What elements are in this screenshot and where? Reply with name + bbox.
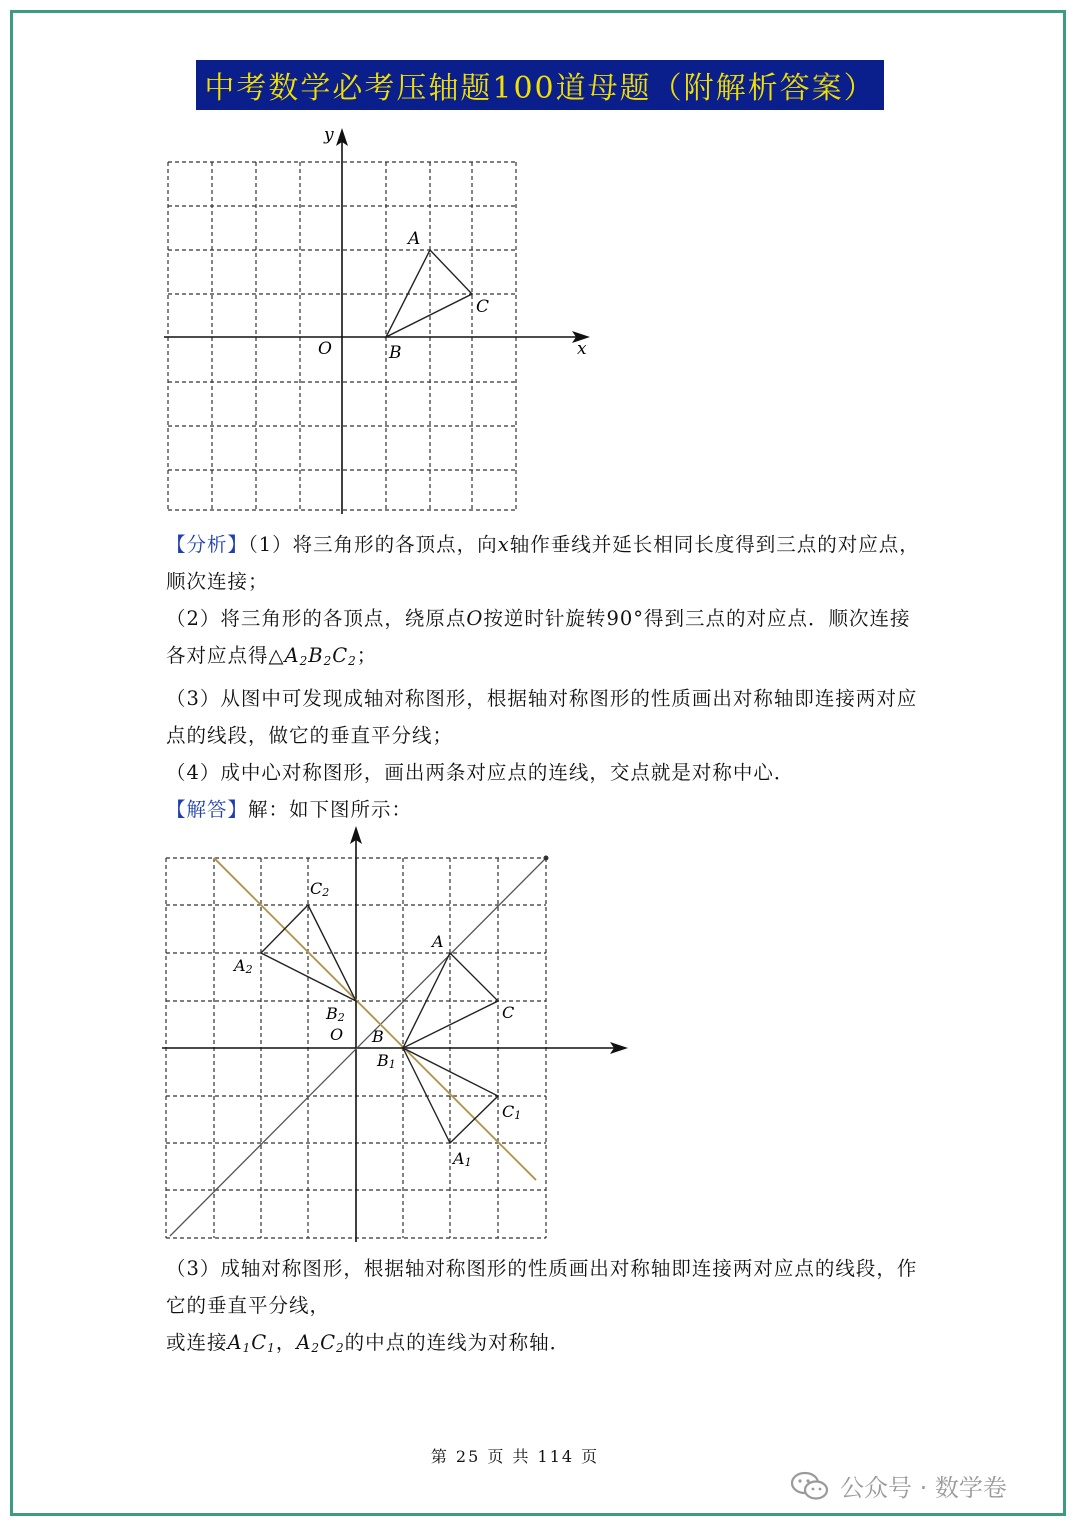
point-a-label: A — [408, 229, 421, 249]
analysis-step-4: （4）成中心对称图形，画出两条对应点的连线，交点就是对称中心． — [166, 761, 795, 784]
watermark-text: 公众号 · 数学卷 — [840, 1474, 1007, 1502]
label-c2: C2 — [310, 879, 330, 899]
conclusion-text: （3）成轴对称图形，根据轴对称图形的性质画出对称轴即连接两对应点的线段，作它的垂直平分线， — [166, 1257, 918, 1317]
diagonal-end-dot — [544, 856, 549, 861]
symmetry-axis-overlay — [214, 858, 536, 1180]
label-a: A — [432, 932, 444, 951]
answer-line: 【解答】解：如下图所示： — [166, 798, 413, 821]
analysis-tag: 【分析】 — [166, 533, 249, 556]
conclusion-alternative: 或连接$A_1C_1$，$A_2C_2$的中点的连线为对称轴． — [166, 1331, 571, 1355]
analysis-section — [166, 526, 926, 828]
label-b1: B1 — [377, 1051, 396, 1071]
watermark — [790, 1468, 1007, 1503]
page-title: 中考数学必考压轴题100道母题（附解析答案） — [196, 60, 884, 110]
label-b2: B2 — [326, 1004, 345, 1024]
point-c-label: C — [476, 297, 490, 317]
label-b: B — [372, 1027, 384, 1046]
axes — [162, 838, 616, 1242]
page-number: 第 25 页 共 114 页 — [430, 1447, 600, 1466]
label-c1: C1 — [502, 1102, 522, 1122]
wechat-icon — [790, 1471, 830, 1501]
analysis-step-2: （2）将三角形的各顶点，绕原点O按逆时针旋转90°得到三点的对应点．顺次连接各对应点得$\triangle A_2B_2C_2$； — [166, 607, 911, 668]
y-axis-label: y — [324, 125, 334, 145]
origin-label: O — [318, 339, 332, 359]
label-a1: A1 — [453, 1149, 472, 1169]
figure-2-answer-diagram — [150, 820, 640, 1250]
diagonal-line — [170, 858, 546, 1236]
analysis-step-1: 【分析】（1）将三角形的各顶点，向x轴作垂线并延长相同长度得到三点的对应点，顺次连接； — [166, 533, 920, 593]
answer-tag: 【解答】 — [166, 798, 249, 821]
point-b-label: B — [389, 343, 402, 363]
analysis-step-3: （3）从图中可发现成轴对称图形，根据轴对称图形的性质画出对称轴即连接两对应点的线段，做它的垂直平分线； — [166, 687, 918, 747]
label-o: O — [330, 1025, 344, 1044]
figure-1-coordinate-grid — [150, 120, 610, 530]
label-a2: A2 — [234, 956, 253, 976]
x-axis-label: x — [577, 339, 587, 359]
conclusion-section — [166, 1250, 926, 1367]
label-c: C — [502, 1003, 515, 1022]
